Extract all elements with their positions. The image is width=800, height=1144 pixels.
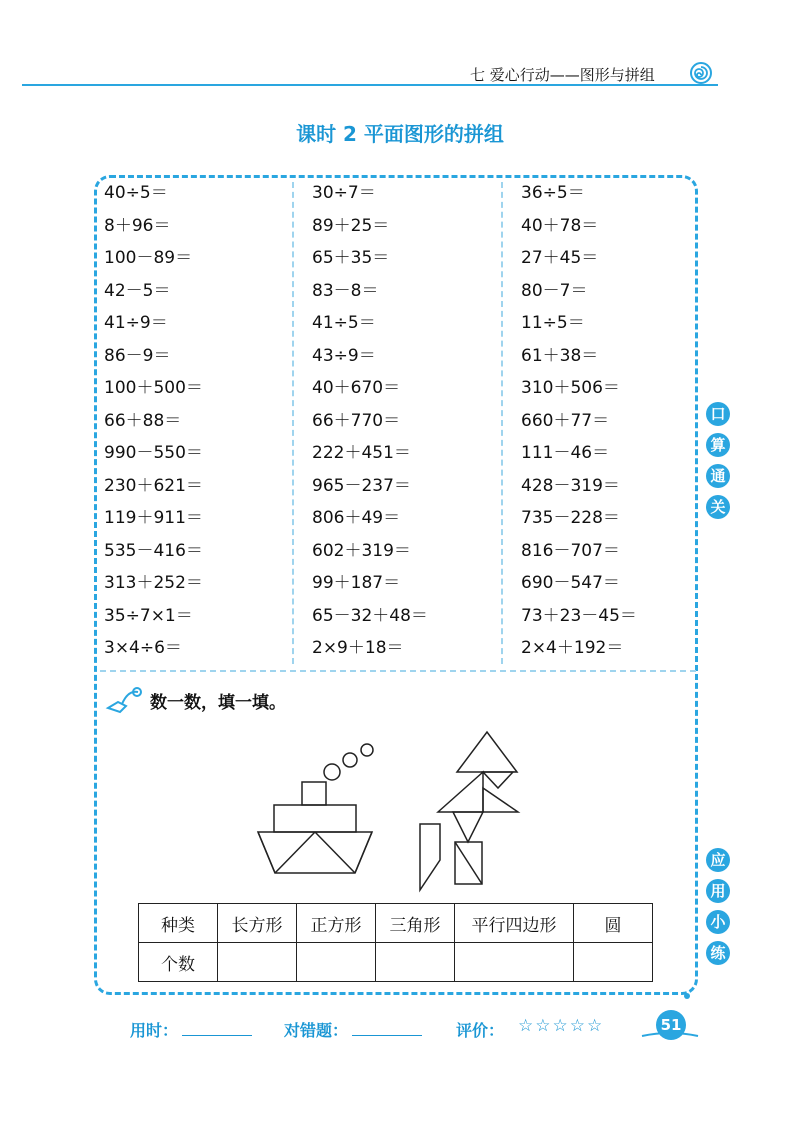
problem-item: 42－5＝ xyxy=(104,280,171,301)
table-header-cell: 种类 xyxy=(139,904,218,943)
header-rule xyxy=(22,84,718,86)
problem-item: 222＋451＝ xyxy=(312,443,411,463)
problem-item: 100＋500＝ xyxy=(104,378,203,398)
side-tab-char: 算 xyxy=(706,433,730,457)
table-row-label: 个数 xyxy=(139,943,218,982)
problem-item: 40＋670＝ xyxy=(312,378,401,398)
problem-item: 41÷5＝ xyxy=(312,313,376,333)
answer-cell-triangle[interactable] xyxy=(376,943,455,982)
spiral-icon xyxy=(690,62,712,84)
problem-item: 100－89＝ xyxy=(104,248,193,268)
time-field[interactable] xyxy=(130,1018,252,1041)
problem-item: 806＋49＝ xyxy=(312,508,401,528)
time-blank[interactable] xyxy=(182,1035,252,1036)
problem-item: 80－7＝ xyxy=(521,280,588,301)
problem-item: 73＋23－45＝ xyxy=(521,605,637,626)
problem-item: 43÷9＝ xyxy=(312,345,376,366)
answer-cell-circle[interactable] xyxy=(574,943,653,982)
problem-column-2 xyxy=(312,177,428,665)
problem-item: 313＋252＝ xyxy=(104,573,203,593)
side-tab-char: 练 xyxy=(706,941,730,965)
problem-item: 83－8＝ xyxy=(312,280,379,301)
problem-item: 30÷7＝ xyxy=(312,183,376,203)
problem-item: 2×4＋192＝ xyxy=(521,638,624,658)
problem-item: 99＋187＝ xyxy=(312,573,401,593)
side-tab-char: 通 xyxy=(706,464,730,488)
problem-item: 965－237＝ xyxy=(312,475,411,496)
problem-item: 66＋770＝ xyxy=(312,410,401,431)
section-instruction: 数一数，填一填。 xyxy=(150,693,286,713)
side-tab-practice xyxy=(706,848,728,972)
person-tangram-figure xyxy=(410,728,530,893)
problem-item: 86－9＝ xyxy=(104,345,171,366)
fish-hook-icon xyxy=(104,684,144,718)
problem-item: 41÷9＝ xyxy=(104,313,168,333)
page-title: 课时 2 平面图形的拼组 xyxy=(296,122,504,146)
problem-item: 35÷7×1＝ xyxy=(104,605,193,626)
count-table xyxy=(138,903,653,982)
problem-item: 27＋45＝ xyxy=(521,248,599,268)
header-chapter: 七 爱心行动——图形与拼组 xyxy=(470,66,655,84)
side-tab-char: 小 xyxy=(706,910,730,934)
answer-cell-parallelogram[interactable] xyxy=(455,943,574,982)
problem-item: 66＋88＝ xyxy=(104,410,182,431)
rating-stars[interactable]: ☆☆☆☆☆ xyxy=(518,1016,605,1036)
problem-item: 230＋621＝ xyxy=(104,475,203,496)
side-tab-oral-calc xyxy=(706,402,728,526)
rating-label: 评价： xyxy=(456,1021,505,1040)
table-header-cell: 圆 xyxy=(574,904,653,943)
table-header-cell: 长方形 xyxy=(218,904,297,943)
problem-item: 2×9＋18＝ xyxy=(312,638,404,658)
problem-item: 40＋78＝ xyxy=(521,215,599,236)
problem-item: 11÷5＝ xyxy=(521,313,585,333)
answer-cell-square[interactable] xyxy=(297,943,376,982)
problem-column-1 xyxy=(104,177,203,665)
column-divider xyxy=(501,182,503,664)
table-header-cell: 平行四边形 xyxy=(455,904,574,943)
problem-item: 111－46＝ xyxy=(521,443,610,463)
problem-item: 119＋911＝ xyxy=(104,508,203,528)
time-label: 用时： xyxy=(130,1021,179,1040)
side-tab-char: 用 xyxy=(706,879,730,903)
boat-figure xyxy=(250,725,390,875)
problem-item: 990－550＝ xyxy=(104,443,203,463)
answer-cell-rectangle[interactable] xyxy=(218,943,297,982)
problem-item: 61＋38＝ xyxy=(521,345,599,366)
problem-item: 816－707＝ xyxy=(521,540,620,561)
problem-item: 602＋319＝ xyxy=(312,540,411,561)
problem-item: 65＋35＝ xyxy=(312,248,390,268)
problem-item: 735－228＝ xyxy=(521,508,620,528)
section-divider xyxy=(100,670,696,672)
problem-item: 89＋25＝ xyxy=(312,215,390,236)
side-tab-char: 关 xyxy=(706,495,730,519)
page-number: 51 xyxy=(656,1010,686,1040)
table-header-cell: 三角形 xyxy=(376,904,455,943)
side-tab-char: 口 xyxy=(706,402,730,426)
errors-field[interactable] xyxy=(284,1018,422,1041)
problem-item: 36÷5＝ xyxy=(521,183,585,203)
problem-item: 40÷5＝ xyxy=(104,183,168,203)
errors-label: 对错题： xyxy=(284,1021,349,1040)
problem-item: 310＋506＝ xyxy=(521,378,620,398)
problem-item: 8＋96＝ xyxy=(104,215,171,236)
table-header-cell: 正方形 xyxy=(297,904,376,943)
problem-column-3 xyxy=(521,177,637,665)
problem-item: 690－547＝ xyxy=(521,573,620,593)
problem-item: 428－319＝ xyxy=(521,475,620,496)
problem-item: 3×4÷6＝ xyxy=(104,638,182,658)
errors-blank[interactable] xyxy=(352,1035,422,1036)
column-divider xyxy=(292,182,294,664)
side-tab-char: 应 xyxy=(706,848,730,872)
problem-item: 65－32＋48＝ xyxy=(312,605,428,626)
problem-item: 660＋77＝ xyxy=(521,410,610,431)
problem-item: 535－416＝ xyxy=(104,540,203,561)
